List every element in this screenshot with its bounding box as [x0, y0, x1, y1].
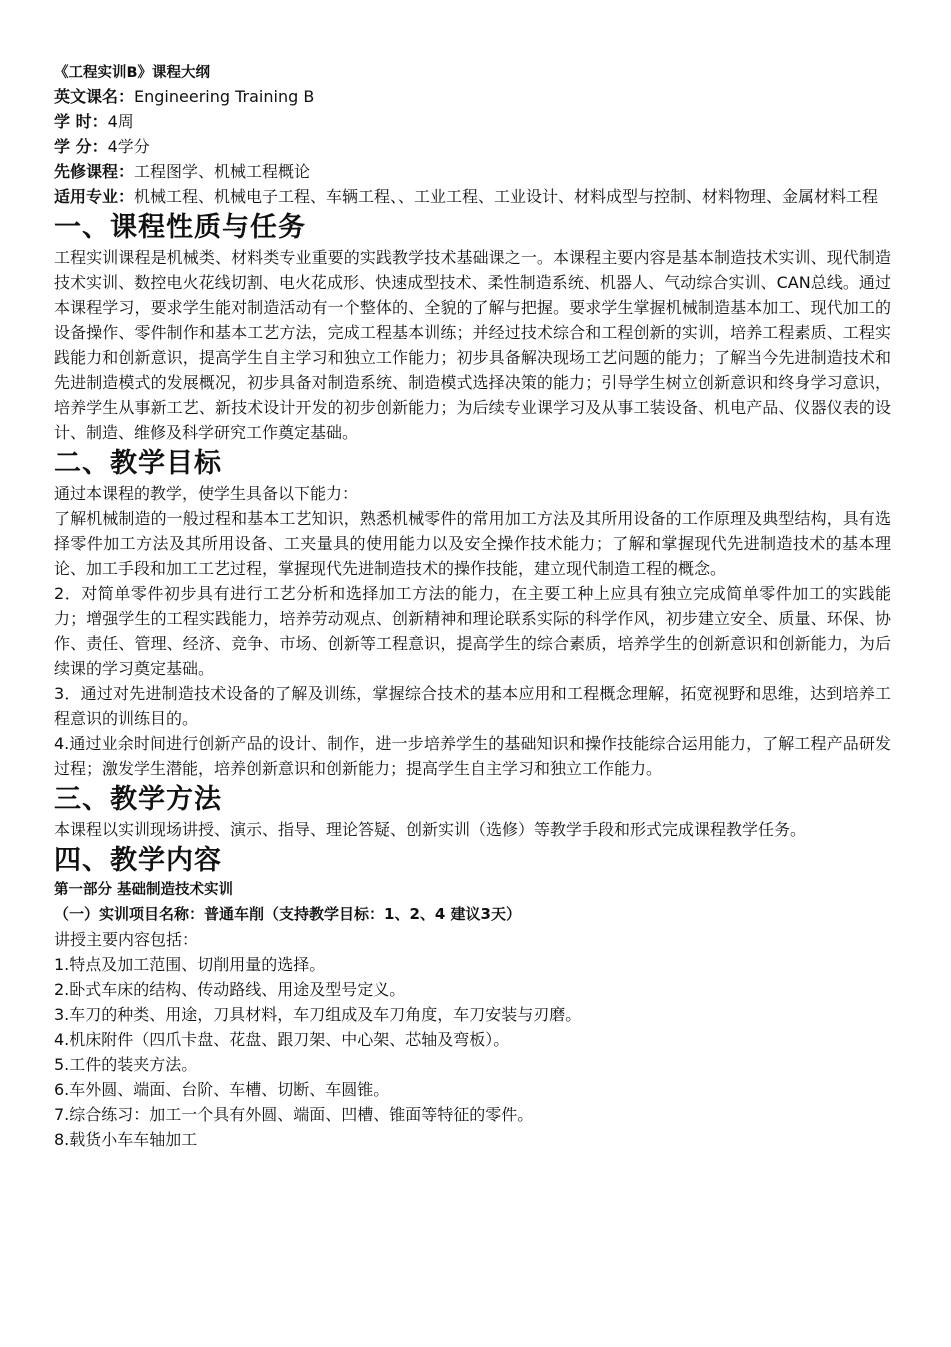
objective-paragraph-2: 2．对简单零件初步具有进行工艺分析和选择加工方法的能力，在主要工种上应具有独立完成简单零件加工的实践能力；增强学生的工程实践能力，培养劳动观点、创新精神和理论联系实际的科学作风，初步建立安全、质量、环保、协作、责任、管理、经济、竞争、市场、创新等工程意识，提高学生的综合素质，培养学生的创新意识和创新能力，为后续课的学习奠定基础。 — [54, 584, 891, 678]
content-item: 5.工件的装夹方法。 — [54, 1055, 198, 1074]
meta-value: 4周 — [107, 112, 134, 131]
meta-value: Engineering Training B — [134, 87, 315, 106]
objective-paragraph-3: 3．通过对先进制造技术设备的了解及训练，掌握综合技术的基本应用和工程概念理解，拓宽视野和思维，达到培养工程意识的训练目的。 — [54, 684, 891, 728]
section-heading-methods: 三、教学方法 — [54, 784, 222, 815]
section-body-nature: 工程实训课程是机械类、材料类专业重要的实践教学技术基础课之一。本课程主要内容是基本制造技术实训、现代制造技术实训、数控电火花线切割、电火花成形、快速成型技术、柔性制造系统、机器人、气动综合实训、CAN总线。通过本课程学习，要求学生能对制造活动有一个整体的、全貌的了解与把握。要求学生掌握机械制造基本加工、现代加工的设备操作、零件制作和基本工艺方法，完成工程基本训练；并经过技术综合和工程创新的实训，培养工程素质、工程实践能力和创新意识，提高学生自主学习和独立工作能力；初步具备解决现场工艺问题的能力；了解当今先进制造技术和先进制造模式的发展概况，初步具备对制造系统、制造模式选择决策的能力；引导学生树立创新意识和终身学习意识，培养学生从事新工艺、新技术设计开发的初步创新能力；为后续专业课学习及从事工装设备、机电产品、仪器仪表的设计、制造、维修及科学研究工作奠定基础。 — [54, 248, 891, 442]
content-item: 3.车刀的种类、用途，刀具材料，车刀组成及车刀角度，车刀安装与刃磨。 — [54, 1005, 582, 1024]
objective-paragraph-4: 4.通过业余时间进行创新产品的设计、制作，进一步培养学生的基础知识和操作技能综合运用能力，了解工程产品研发过程；激发学生潜能，培养创新意识和创新能力；提高学生自主学习和独立工作能力。 — [54, 734, 891, 778]
meta-label: 先修课程： — [54, 162, 135, 181]
document-title: 《工程实训B》课程大纲 — [54, 65, 211, 81]
content-item: 8.载货小车车轴加工 — [54, 1130, 198, 1149]
content-item: 2.卧式车床的结构、传动路线、用途及型号定义。 — [54, 980, 406, 999]
objectives-intro: 通过本课程的教学，使学生具备以下能力： — [54, 484, 359, 503]
content-project-title: （一）实训项目名称：普通车削（支持教学目标：1、2、4 建议3天） — [54, 905, 521, 923]
section-heading-nature: 一、课程性质与任务 — [54, 212, 306, 243]
meta-credits — [54, 134, 891, 159]
meta-label: 适用专业： — [54, 187, 135, 206]
meta-value: 机械工程、机械电子工程、车辆工程、、工业工程、工业设计、材料成型与控制、材料物理、金属材料工程 — [134, 187, 879, 206]
meta-label: 英文课名： — [54, 87, 135, 106]
section-heading-content: 四、教学内容 — [54, 845, 222, 876]
meta-hours — [54, 109, 891, 134]
meta-value: 4学分 — [107, 137, 150, 156]
meta-prerequisites — [54, 159, 891, 184]
meta-label: 学 分： — [54, 137, 108, 156]
section-body-methods: 本课程以实训现场讲授、演示、指导、理论答疑、创新实训（选修）等教学手段和形式完成课程教学任务。 — [54, 820, 807, 839]
meta-value: 工程图学、机械工程概论 — [134, 162, 311, 181]
content-item: 7.综合练习：加工一个具有外圆、端面、凹槽、锥面等特征的零件。 — [54, 1105, 534, 1124]
section-heading-objectives: 二、教学目标 — [54, 448, 222, 479]
objective-paragraph-1: 了解机械制造的一般过程和基本工艺知识，熟悉机械零件的常用加工方法及其所用设备的工作原理及典型结构，具有选择零件加工方法及其所用设备、工夹量具的使用能力以及安全操作技术能力；了解和掌握现代先进制造技术的基本理论、加工手段和加工工艺过程，掌握现代先进制造技术的操作技能，建立现代制造工程的概念。 — [54, 509, 891, 578]
content-item: 1.特点及加工范围、切削用量的选择。 — [54, 955, 326, 974]
meta-label: 学 时： — [54, 112, 108, 131]
content-item: 6.车外圆、端面、台阶、车槽、切断、车圆锥。 — [54, 1080, 390, 1099]
content-item: 4.机床附件（四爪卡盘、花盘、跟刀架、中心架、芯轴及弯板）。 — [54, 1030, 510, 1049]
meta-majors — [54, 184, 891, 209]
meta-english-name — [54, 84, 891, 109]
content-intro: 讲授主要内容包括： — [54, 930, 199, 949]
content-part-title: 第一部分 基础制造技术实训 — [54, 882, 234, 898]
